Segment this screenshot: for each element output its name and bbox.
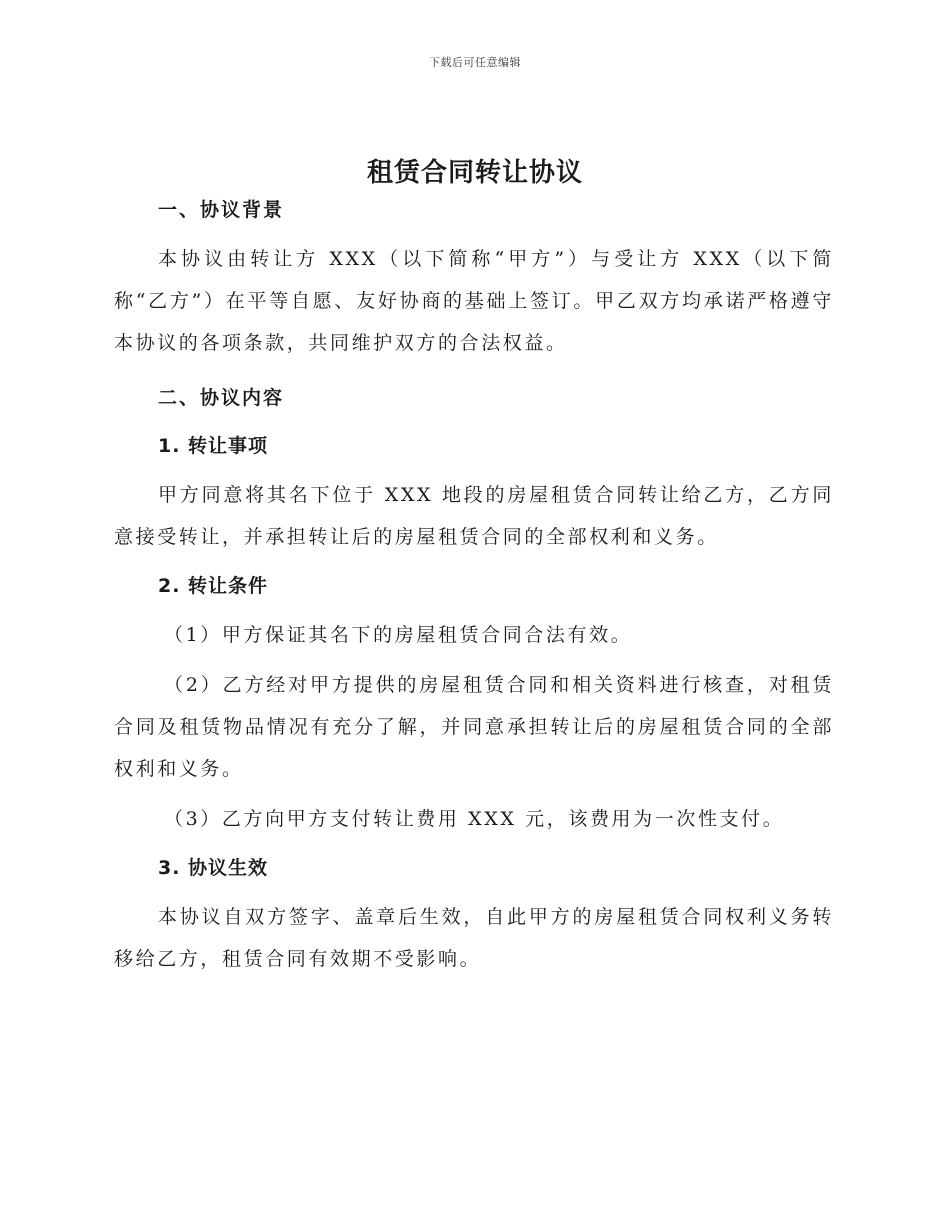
subsection-heading-transfer-matter: 1. 转让事项 [158, 435, 269, 457]
document-title: 租赁合同转让协议 [366, 158, 583, 188]
subsection-heading-effectiveness: 3. 协议生效 [158, 857, 269, 879]
section-heading-content: 二、协议内容 [158, 387, 285, 409]
transfer-matter-paragraph: 甲方同意将其名下位于 XXX 地段的房屋租赁合同转让给乙方，乙方同意接受转让，并承担转让后的房屋租赁合同的全部权利和义务。 [114, 484, 834, 548]
condition-item-2: （2）乙方经对甲方提供的房屋租赁合同和相关资料进行核查，对租赁合同及租赁物品情况有充分了解，并同意承担转让后的房屋租赁合同的全部权利和义务。 [114, 674, 834, 780]
document-body [114, 190, 834, 980]
effectiveness-paragraph: 本协议自双方签字、盖章后生效，自此甲方的房屋租赁合同权利义务转移给乙方，租赁合同有效期不受影响。 [114, 906, 834, 970]
background-paragraph: 本协议由转让方 XXX（以下简称“甲方”）与受让方 XXX（以下简称“乙方”）在平等自愿、友好协商的基础上签订。甲乙双方均承诺严格遵守本协议的各项条款，共同维护双方的合法权益。 [114, 248, 834, 354]
condition-item-1: （1）甲方保证其名下的房屋租赁合同合法有效。 [164, 624, 633, 646]
condition-item-3: （3）乙方向甲方支付转让费用 XXX 元，该费用为一次性支付。 [164, 808, 785, 830]
page-header-note: 下载后可任意编辑 [429, 56, 521, 69]
section-heading-background: 一、协议背景 [158, 199, 285, 221]
subsection-heading-transfer-conditions: 2. 转让条件 [158, 575, 269, 597]
